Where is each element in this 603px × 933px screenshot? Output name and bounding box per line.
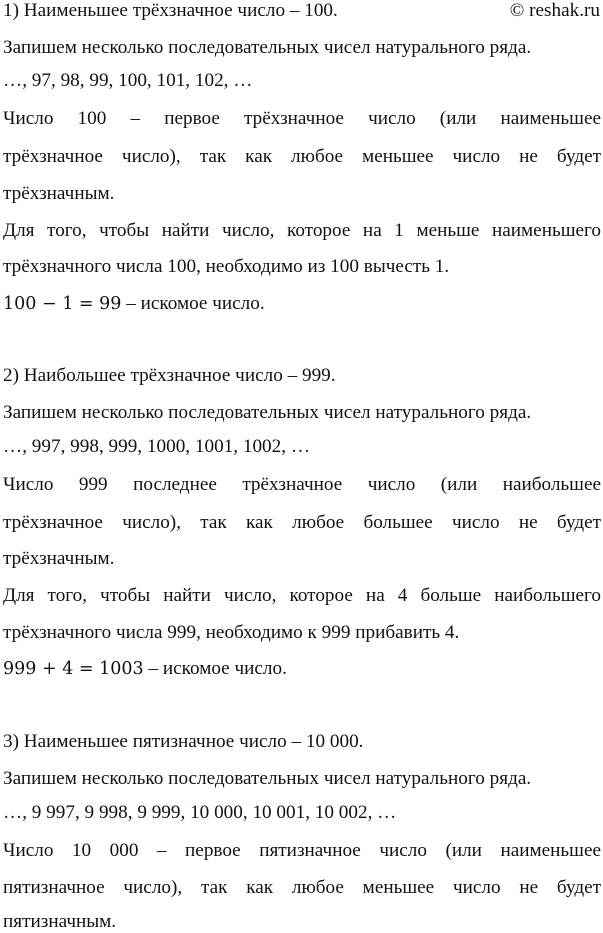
- section-1-result: [3, 293, 601, 315]
- section-2-task-line-2: трёхзначного числа 999, необходимо к 999 прибавить 4.: [3, 622, 460, 643]
- section-1-equation: 100 − 1 = 99: [3, 294, 122, 314]
- section-1-result-suffix: – искомое число.: [121, 293, 265, 314]
- section-2-equation: 999 + 4 = 1003: [3, 659, 144, 679]
- section-2-intro: Запишем несколько последовательных чисел натурального ряда.: [3, 402, 532, 423]
- section-3-intro: Запишем несколько последовательных чисел натурального ряда.: [3, 768, 532, 789]
- section-3-explain-line-1: Число 10 000 – первое пятизначное число (или наименьшее: [3, 840, 601, 861]
- section-2-result-suffix: – искомое число.: [143, 658, 287, 679]
- section-1-explain-line-2: трёхзначное число), так как любое меньшее число не будет: [3, 146, 601, 167]
- section-3-explain-line-2: пятизначное число), так как любое меньшее число не будет: [3, 877, 601, 898]
- section-2-result: [3, 658, 601, 680]
- section-2-explain-line-3: трёхзначным.: [3, 548, 115, 569]
- section-3-sequence: …, 9 997, 9 998, 9 999, 10 000, 10 001, 10 002, …: [3, 802, 397, 823]
- section-1-explain-line-3: трёхзначным.: [3, 183, 115, 204]
- section-3-explain-line-3: пятизначным.: [3, 911, 117, 932]
- section-1-sequence: …, 97, 98, 99, 100, 101, 102, …: [3, 70, 253, 91]
- section-2-sequence: …, 997, 998, 999, 1000, 1001, 1002, …: [3, 436, 310, 457]
- section-1-intro: Запишем несколько последовательных чисел натурального ряда.: [3, 37, 532, 58]
- section-1-heading: 1) Наименьшее трёхзначное число – 100.: [3, 0, 338, 21]
- section-1-task-line-2: трёхзначного числа 100, необходимо из 100 вычесть 1.: [3, 256, 450, 277]
- watermark: © reshak.ru: [504, 0, 600, 22]
- section-2-explain-line-1: Число 999 последнее трёхзначное число (или наибольшее: [3, 474, 601, 495]
- section-2-explain-line-2: трёхзначное число), так как любое большее число не будет: [3, 512, 601, 533]
- section-1-explain-line-1: Число 100 – первое трёхзначное число (или наименьшее: [3, 108, 601, 129]
- section-3-heading: 3) Наименьшее пятизначное число – 10 000.: [3, 731, 364, 752]
- section-2-heading: 2) Наибольшее трёхзначное число – 999.: [3, 365, 336, 386]
- section-1-task-line-1: Для того, чтобы найти число, которое на 1 меньше наименьшего: [3, 220, 601, 241]
- section-2-task-line-1: Для того, чтобы найти число, которое на 4 больше наибольшего: [3, 585, 601, 606]
